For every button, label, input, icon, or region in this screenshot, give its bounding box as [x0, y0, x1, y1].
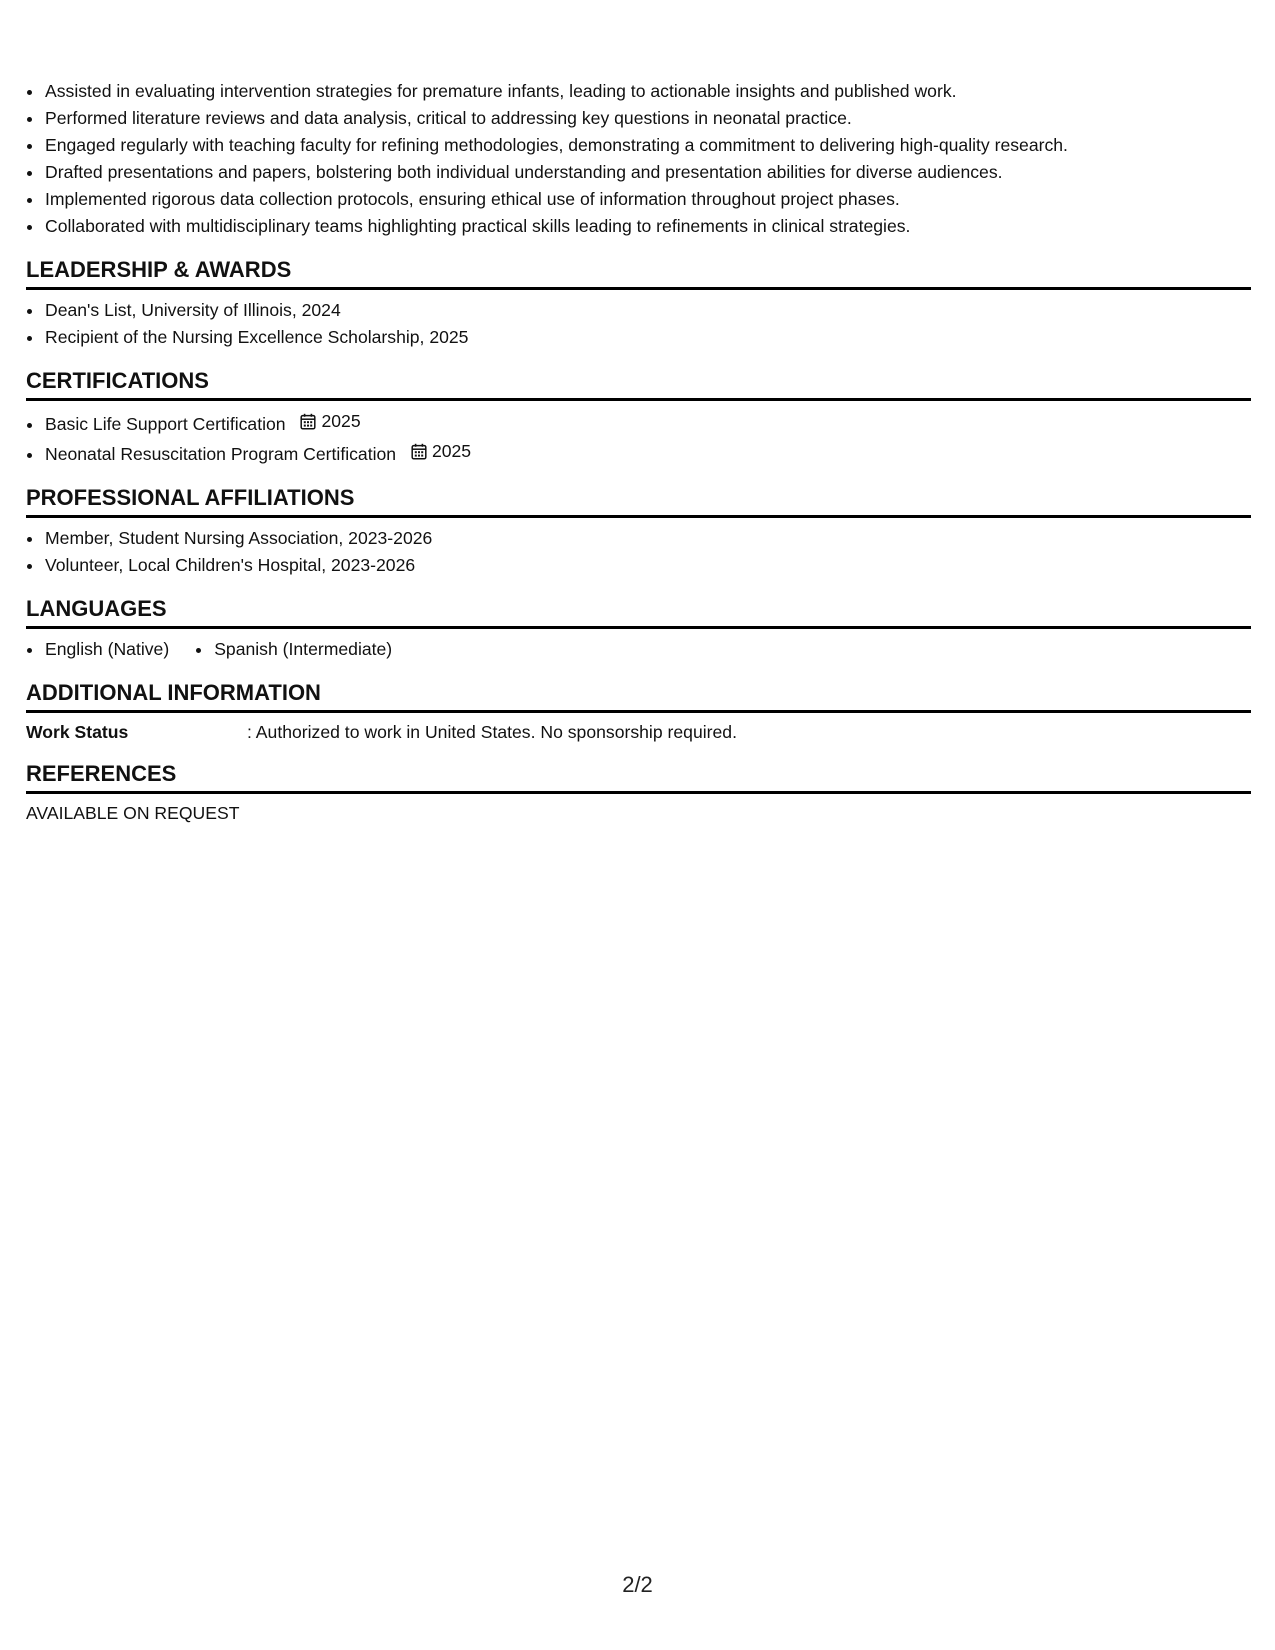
work-status-value: : Authorized to work in United States. No sponsorship required. — [247, 722, 737, 742]
leadership-heading: LEADERSHIP & AWARDS — [26, 257, 1251, 290]
references-heading: REFERENCES — [26, 761, 1251, 794]
certification-item — [44, 438, 1251, 468]
language-item: • Spanish (Intermediate) — [213, 636, 392, 663]
work-status-label: Work Status — [26, 722, 129, 742]
affiliations-heading: PROFESSIONAL AFFILIATIONS — [26, 485, 1251, 518]
languages-section — [26, 596, 1251, 663]
work-status-row — [26, 720, 1251, 744]
certifications-list — [26, 408, 1251, 468]
certification-year: 2025 — [431, 441, 472, 461]
references-section — [26, 761, 1251, 825]
references-text: AVAILABLE ON REQUEST — [26, 803, 240, 823]
language-item: • English (Native) — [44, 636, 169, 663]
resume-page — [26, 78, 1251, 825]
certifications-heading: CERTIFICATIONS — [26, 368, 1251, 401]
calendar-icon — [300, 413, 316, 430]
certification-name: Basic Life Support Certification — [45, 414, 286, 434]
leadership-item: • Dean's List, University of Illinois, 2024 — [44, 297, 1251, 324]
experience-bullet: • Implemented rigorous data collection protocols, ensuring ethical use of information throughout project phases. — [44, 186, 1251, 213]
affiliation-item: • Member, Student Nursing Association, 2023-2026 — [44, 525, 1251, 552]
certification-date — [300, 408, 360, 435]
certifications-section — [26, 368, 1251, 468]
experience-bullet: • Collaborated with multidisciplinary teams highlighting practical skills leading to refinements in clinical strategies. — [44, 213, 1251, 240]
certification-item — [44, 408, 1251, 438]
additional-info-section — [26, 680, 1251, 744]
affiliations-section — [26, 485, 1251, 579]
leadership-list — [26, 297, 1251, 351]
languages-list — [26, 636, 1251, 663]
experience-bullet: • Performed literature reviews and data analysis, critical to addressing key questions in neonatal practice. — [44, 105, 1251, 132]
affiliations-list — [26, 525, 1251, 579]
certification-name: Neonatal Resuscitation Program Certification — [45, 444, 397, 464]
calendar-icon — [411, 443, 427, 460]
languages-heading: LANGUAGES — [26, 596, 1251, 629]
leadership-item: • Recipient of the Nursing Excellence Scholarship, 2025 — [44, 324, 1251, 351]
certification-date — [411, 438, 471, 465]
experience-bullet: • Drafted presentations and papers, bolstering both individual understanding and presentation abilities for diverse audiences. — [44, 159, 1251, 186]
page-number: 2/2 — [622, 1572, 653, 1597]
experience-bullet: • Engaged regularly with teaching faculty for refining methodologies, demonstrating a commitment to delivering high-quality research. — [44, 132, 1251, 159]
experience-bullet: • Assisted in evaluating intervention strategies for premature infants, leading to actionable insights and published work. — [44, 78, 1251, 105]
certification-year: 2025 — [321, 411, 361, 431]
experience-bullet-list — [26, 78, 1251, 240]
leadership-section — [26, 257, 1251, 351]
additional-info-heading: ADDITIONAL INFORMATION — [26, 680, 1251, 713]
affiliation-item: • Volunteer, Local Children's Hospital, 2023-2026 — [44, 552, 1251, 579]
